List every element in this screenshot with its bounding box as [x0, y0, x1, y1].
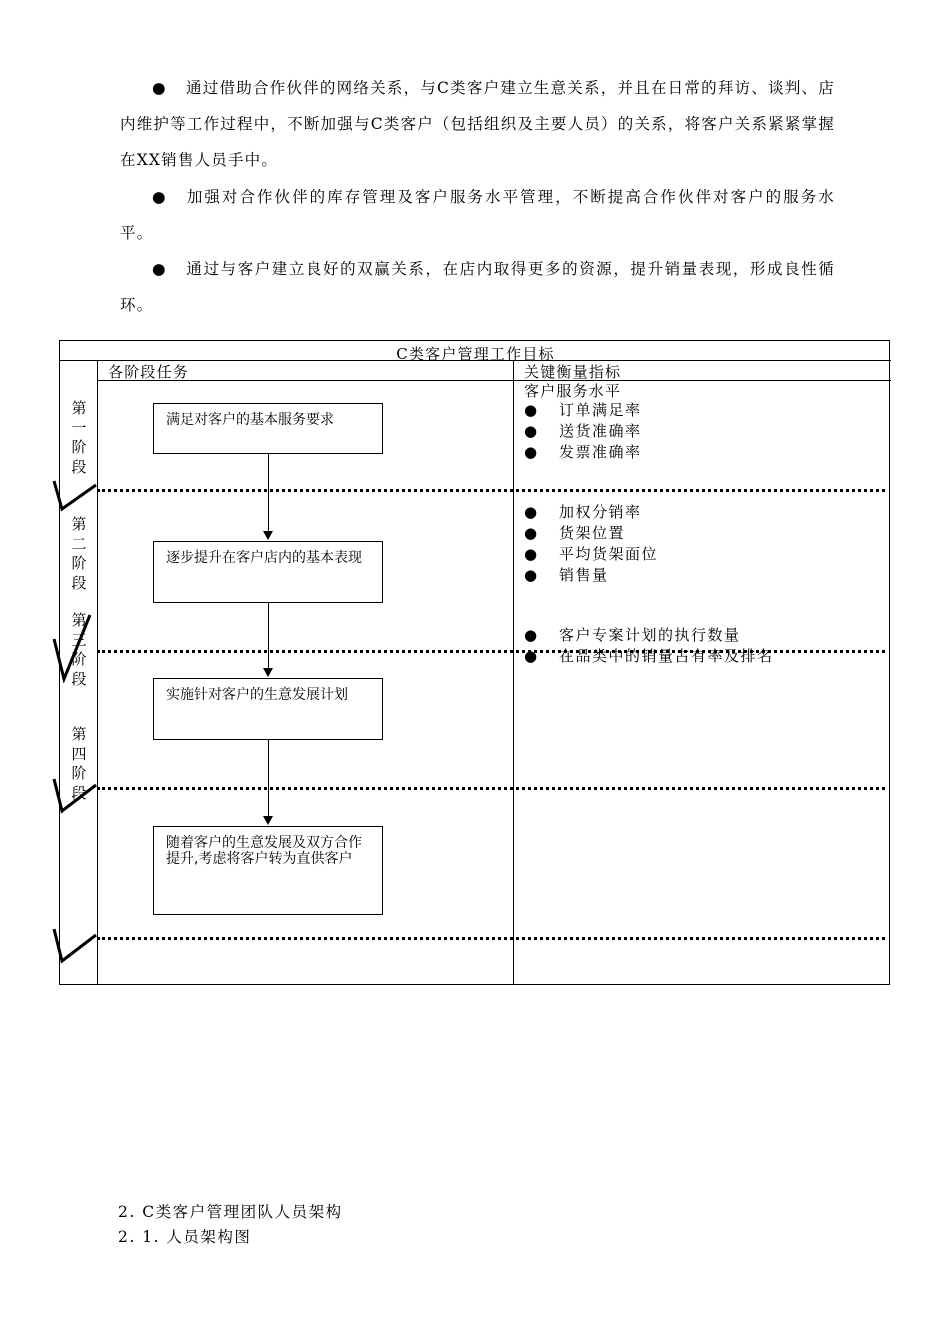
bullet-icon: ●: [524, 545, 539, 563]
kpi-item: 发票准确率: [559, 443, 642, 461]
checkmark-icon: [52, 475, 98, 515]
list-item: [524, 421, 642, 442]
stage-divider-3: [97, 787, 885, 790]
kpi-item: 客户专案计划的执行数量: [559, 626, 741, 644]
list-item: [524, 442, 642, 463]
stage-label-2: 第二阶段: [71, 515, 87, 592]
bullet-icon: ●: [524, 401, 539, 419]
kpi-group-1-title: 客户服务水平: [524, 382, 622, 400]
task-box-2: 逐步提升在客户店内的基本表现: [153, 541, 383, 603]
paragraph-3: [120, 251, 835, 323]
kpi-item: 送货准确率: [559, 422, 642, 440]
kpi-column-divider: [513, 360, 514, 985]
bullet-icon: ●: [524, 524, 539, 542]
task-box-4: 随着客户的生意发展及双方合作提升,考虑将客户转为直供客户: [153, 826, 383, 915]
bullet-icon: ●: [524, 647, 539, 665]
kpi-group-2-list: [524, 502, 658, 586]
stage-divider-4: [97, 937, 885, 940]
task-box-3: 实施针对客户的生意发展计划: [153, 678, 383, 740]
list-item: [524, 646, 774, 667]
flow-arrow-line: [268, 740, 269, 816]
paragraph-text: 加强对合作伙伴的库存管理及客户服务水平管理，不断提高合作伙伴对客户的服务水平。: [120, 188, 835, 242]
task-box-1: 满足对客户的基本服务要求: [153, 403, 383, 454]
checkmark-icon: [52, 613, 98, 683]
kpi-column-header: 关键衡量指标: [524, 363, 622, 381]
arrow-down-icon: [263, 668, 273, 677]
flow-arrow-line: [268, 454, 269, 531]
stage-divider-1: [97, 489, 885, 492]
stage-label-4: 第四阶段: [71, 725, 87, 802]
arrow-down-icon: [263, 816, 273, 825]
stage-label-1: 第一阶段: [71, 399, 87, 476]
stage-label-3: 第三阶段: [71, 611, 87, 688]
kpi-item: 货架位置: [559, 524, 626, 542]
subsection-heading: 2. 1. 人员架构图: [118, 1228, 252, 1246]
bullet-icon: ●: [524, 566, 539, 584]
bullet-icon: ●: [524, 422, 539, 440]
kpi-group-1-list: [524, 400, 642, 463]
paragraph-text: 通过借助合作伙伴的网络关系，与C类客户建立生意关系，并且在日常的拜访、谈判、店内维护等工作过程中，不断加强与C类客户（包括组织及主要人员）的关系，将客户关系紧紧掌握在XX销售人员手中。: [120, 79, 835, 169]
bullet-icon: ●: [524, 626, 539, 644]
bullet-icon: ●: [152, 188, 167, 206]
arrow-down-icon: [263, 531, 273, 540]
section-heading: 2. C类客户管理团队人员架构: [118, 1203, 343, 1221]
kpi-item: 加权分销率: [559, 503, 642, 521]
checkmark-icon: [52, 923, 98, 967]
kpi-item: 平均货架面位: [559, 545, 659, 563]
list-item: [524, 400, 642, 421]
list-item: [524, 502, 658, 523]
list-item: [524, 544, 658, 565]
bullet-icon: ●: [152, 79, 167, 97]
header-divider: [97, 380, 891, 381]
list-item: [524, 625, 774, 646]
bullet-icon: ●: [524, 503, 539, 521]
bullet-icon: ●: [152, 260, 167, 278]
tasks-column-header: 各阶段任务: [108, 363, 190, 381]
paragraph-2: [120, 179, 835, 251]
kpi-item: 销售量: [559, 566, 609, 584]
checkmark-icon: [52, 773, 98, 817]
flow-arrow-line: [268, 603, 269, 668]
table-title: C类客户管理工作目标: [396, 345, 555, 363]
kpi-item: 在品类中的销量占有率及排名: [559, 647, 774, 665]
goals-table: [59, 340, 890, 985]
list-item: [524, 523, 658, 544]
list-item: [524, 565, 658, 586]
paragraph-text: 通过与客户建立良好的双赢关系，在店内取得更多的资源，提升销量表现，形成良性循环。: [120, 260, 835, 314]
kpi-item: 订单满足率: [559, 401, 642, 419]
bullet-icon: ●: [524, 443, 539, 461]
paragraph-1: [120, 70, 835, 178]
kpi-group-3-list: [524, 625, 774, 667]
